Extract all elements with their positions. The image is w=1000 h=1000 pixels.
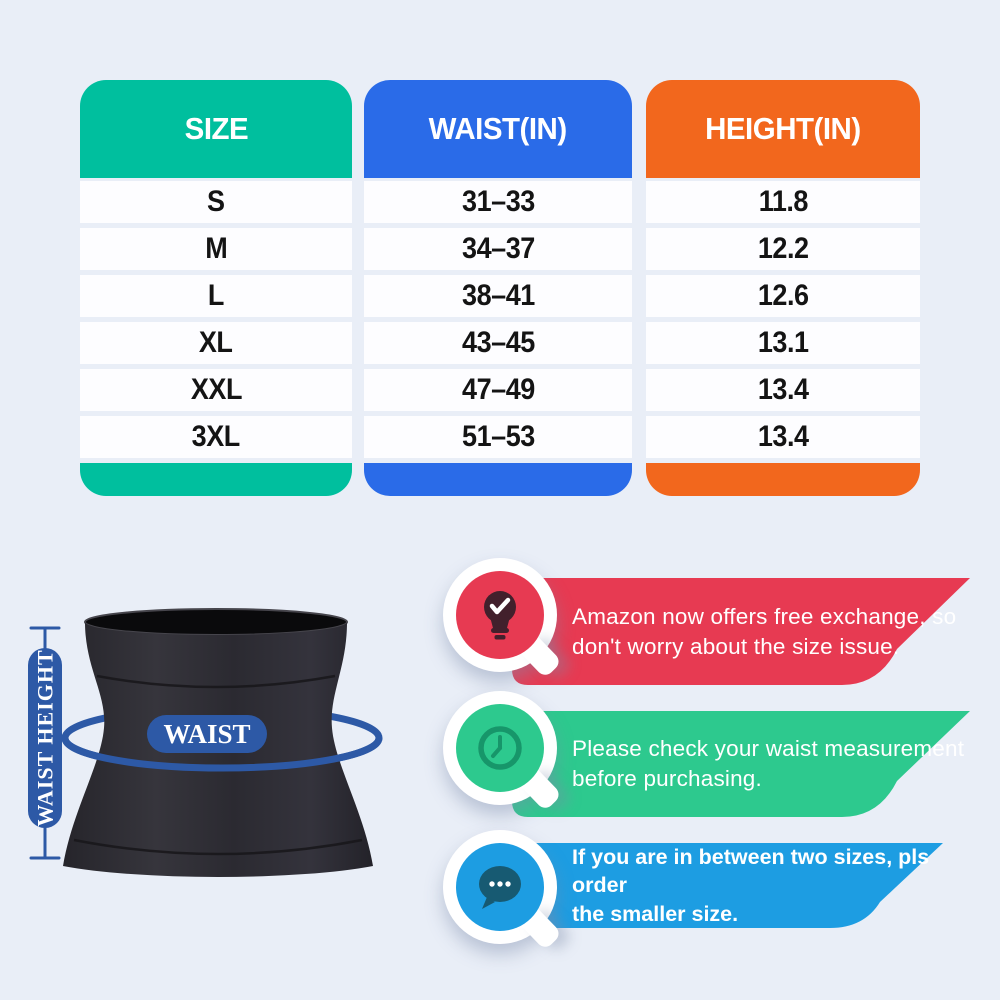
table-cell: 13.4 — [646, 416, 920, 458]
trainer-opening — [85, 609, 347, 635]
table-cell: L — [80, 275, 352, 317]
clock-icon — [456, 704, 544, 792]
column-header-label: SIZE — [184, 111, 248, 146]
callout-text: If you are in between two sizes, pls order the smaller size. — [572, 844, 930, 926]
size-table-column-waist — [364, 80, 632, 496]
badge-circle — [456, 704, 544, 792]
table-cell: XL — [80, 322, 352, 364]
column-header-label: WAIST(IN) — [428, 111, 568, 146]
column-header-size — [80, 80, 352, 178]
callout-text: Please check your waist measurement before purchasing. — [572, 736, 965, 791]
callout-badge — [443, 830, 557, 944]
callout-between-sizes — [512, 843, 943, 928]
lightbulb-check-icon — [456, 571, 544, 659]
waist-height-label: WAIST HEIGHT — [32, 649, 58, 827]
table-cell: 34–37 — [364, 228, 632, 270]
table-cell: 11.8 — [646, 181, 920, 223]
waist-label: WAIST — [163, 719, 251, 749]
chat-dots-icon — [456, 843, 544, 931]
table-cell: 38–41 — [364, 275, 632, 317]
table-cell: 12.2 — [646, 228, 920, 270]
table-cell: 47–49 — [364, 369, 632, 411]
callout-measure — [512, 711, 970, 817]
table-cell: 13.4 — [646, 369, 920, 411]
table-cell: M — [80, 228, 352, 270]
column-header-height — [646, 80, 920, 178]
column-header-waist — [364, 80, 632, 178]
table-cell: S — [80, 181, 352, 223]
callout-exchange — [512, 578, 970, 685]
waist-diagram — [0, 560, 500, 1000]
table-cell: 3XL — [80, 416, 352, 458]
table-cell: XXL — [80, 369, 352, 411]
column-footer-bar — [364, 463, 632, 496]
table-cell: 43–45 — [364, 322, 632, 364]
column-footer-bar — [646, 463, 920, 496]
badge-circle — [456, 843, 544, 931]
size-table-column-size — [80, 80, 352, 496]
table-cell: 51–53 — [364, 416, 632, 458]
badge-circle — [456, 571, 544, 659]
table-cell: 12.6 — [646, 275, 920, 317]
table-cell: 31–33 — [364, 181, 632, 223]
callout-badge — [443, 691, 557, 805]
column-footer-bar — [80, 463, 352, 496]
callout-badge — [443, 558, 557, 672]
callout-text: Amazon now offers free exchange, so don't worry about the size issue. — [572, 603, 957, 659]
table-cell: 13.1 — [646, 322, 920, 364]
column-header-label: HEIGHT(IN) — [705, 111, 861, 146]
size-table-column-height — [646, 80, 920, 496]
